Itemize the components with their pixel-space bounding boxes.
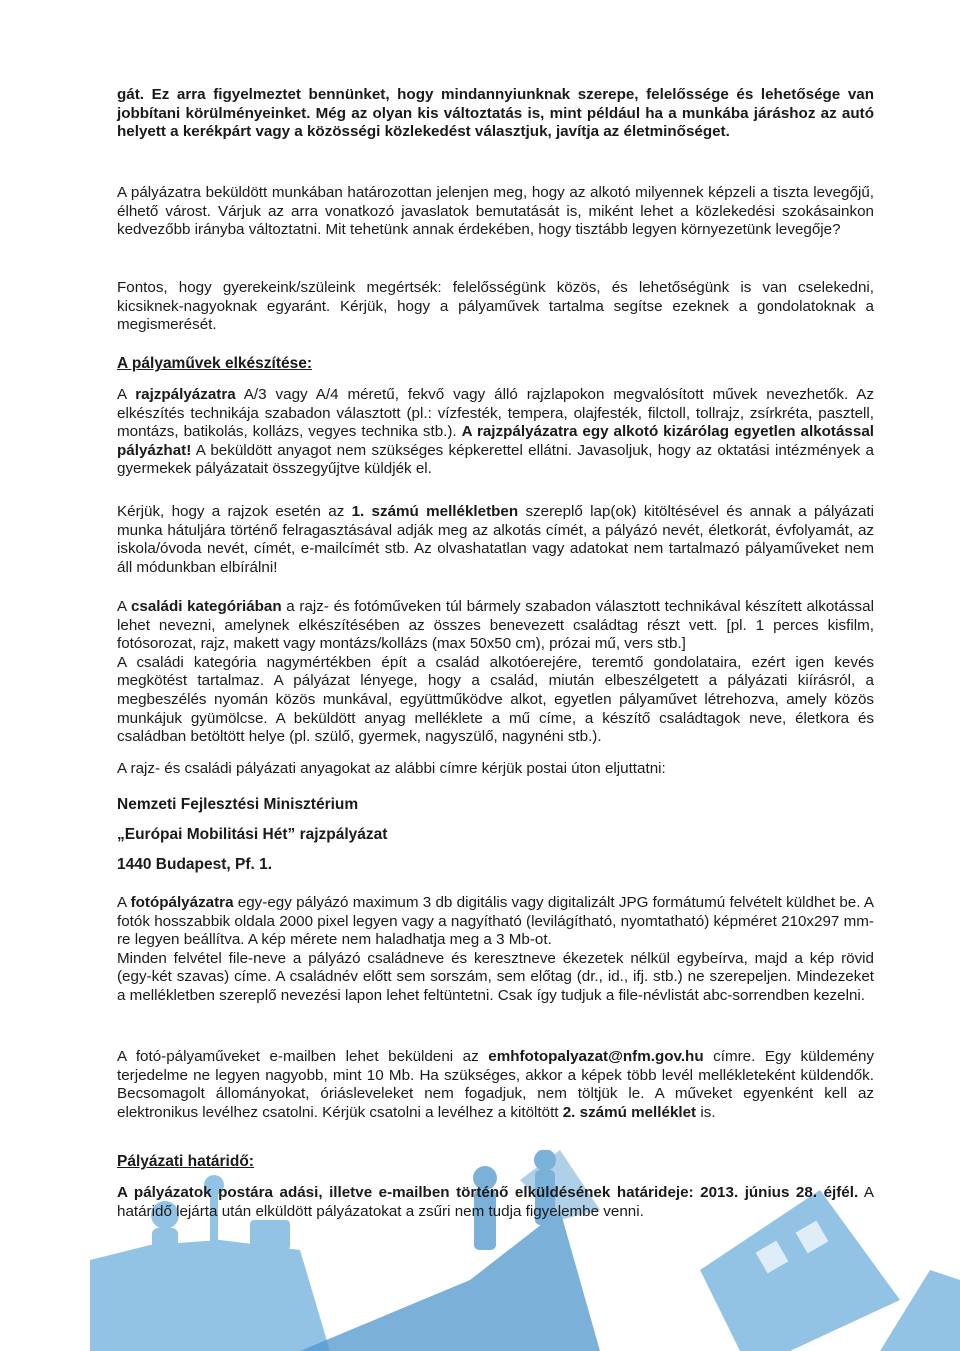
photo-paragraph-2: A fotó-pályaműveket e-mailben lehet beküldeni az emhfotopalyazat@nfm.gov.hu címre. Egy küldemény terjedelme ne legyen nagyobb, mint 10 Mb. Ha szükséges, akkor a képek több levél mellékleteként küldendők. Becsomagolt állományokat, óriásleveleket nem fogadjuk, nem töltjük le. A műveket egyenként kell az elektronikus levélhez csatolni. Kérjük csatolni a levélhez a kitöltött 2. számú melléklet is.	[117, 1048, 874, 1121]
footer-illustration	[0, 1150, 960, 1351]
family-category-paragraph: A családi kategóriában a rajz- és fotóműveken túl bármely szabadon választott technikával készített alkotással lehet nevezni, amelynek elkészítésében az összes benevezett családtag részt vett. [pl. 1 perces kisfilm, fotósorozat, rajz, makett vagy montázs/kollázs (max 50x50 cm), prózai mű, vers stb.] A családi kategória nagymértékben épít a család alkotóerejére, teremtő gondolataira, ezért igen kevés megkötést tartalmaz. A pályázat lényege, hogy a család, miután elbeszélgetett a pályázati kiírásról, a megbeszélés nyomán közös munkával, együttműködve alkot, egyetlen pályaművet létrehozva, amely közös munkájuk gyümölcse. A beküldött anyag melléklete a mű címe, a készítő családtagok neve, életkora és családban betöltött helye (pl. szülő, gyermek, nagyszülő, nagynéni stb.).	[117, 598, 874, 746]
section-heading-making: A pályaművek elkészítése:	[117, 355, 313, 372]
drawing-paragraph: A rajzpályázatra A/3 vagy A/4 méretű, fekvő vagy álló rajzlapokon megvalósított művek nevezhetők. Az elkészítés technikája szabadon választott (pl.: vízfesték, tempera, olajfesték, filctoll, tollrajz, zsírkréta, pasztell, montázs, batikolás, kollázs, vegyes technika stb.). A rajzpályázatra egy alkotó kizárólag egyetlen alkotással pályázhat! A beküldött anyagot nem szükséges képkerettel ellátni. Javasoljuk, hogy az oktatási intézmények a gyermekek pályázatait összegyűjtve küldjék el.	[117, 386, 874, 478]
figure-body-left	[152, 1228, 178, 1298]
attachment-paragraph: Kérjük, hogy a rajzok esetén az 1. számú mellékletben szereplő lap(ok) kitöltésével és annak a pályázati munka hátuljára történő felragasztásával adják meg az alkotás címét, a pályázó nevét, életkorát, évfolyamát, az iskola/óvoda nevét, címét, e-mailcímét stb. Az olvashatatlan vagy adatokat nem tartalmazó pályaműveket nem áll módunkban elbírálni!	[117, 503, 874, 576]
address-line-1: Nemzeti Fejlesztési Minisztérium	[117, 796, 359, 813]
contact-email: emhfotopalyazat@nfm.gov.hu	[488, 1048, 704, 1065]
center-slope-shape	[300, 1210, 600, 1351]
intro-paragraph-3: Fontos, hogy gyerekeink/szüleink megértsék: felelősségünk közös, és lehetőségünk is van cselekedni, kicsiknek-nagyoknak egyaránt. Kérjük, hogy a pályaművek tartalma segítse ezeknek a gondolatoknak a megismerését.	[117, 279, 874, 334]
address-line-3: 1440 Budapest, Pf. 1.	[117, 856, 273, 873]
deadline-heading: Pályázati határidő:	[117, 1153, 254, 1170]
photo-paragraph-1: A fotópályázatra egy-egy pályázó maximum 3 db digitális vagy digitalizált JPG formátumú felvételt küldhet be. A fotók hosszabbik oldala 2000 pixel legyen vagy a nagyítható (levilágítható, nyomtatható) képméret 210x297 mm-re legyen beállítva. A kép mérete nem haladhatja meg a 3 Mb-ot. Minden felvétel file-neve a pályázó családneve és keresztneve ékezetek nélkül egybeírva, majd a kép rövid (egy-két szavas) címe. A családnév előtt sem sorszám, sem előtag (dr., id., ifj. stb.) ne szerepeljen. Mindezeket a mellékletben szereplő nevezési lapon lehet feltüntetni. Csak így tudjuk a file-névlistát abc-sorrendben kezelni.	[117, 894, 874, 1004]
address-line-2: „Európai Mobilitási Hét” rajzpályázat	[117, 826, 388, 843]
intro-paragraph-1: gát. Ez arra figyelmeztet bennünket, hogy mindannyiunknak szerepe, felelőssége és lehetősége van jobbítani körülményeinket. Még az olyan kis változtatás is, mint például ha a munkába járáshoz az autó helyett a kerékpárt vagy a közösségi közlekedést választjuk, javítja az életminőséget.	[117, 86, 874, 141]
deadline-paragraph: A pályázatok postára adási, illetve e-mailben történő elküldésének határideje: 2013. június 28. éjfél. A határidő lejárta után elküldött pályázatokat a zsűri nem tudja figyelembe venni.	[117, 1184, 875, 1220]
bag-shape	[250, 1220, 290, 1250]
intro-paragraph-2: A pályázatra beküldött munkában határozottan jelenjen meg, hogy az alkotó milyennek képzeli a tiszta levegőjű, élhető várost. Várjuk az arra vonatkozó javaslatok bemutatását is, miként lehet a közlekedési szokásainkon kedvezőbb irányba változtatni. Mit tehetünk annak érdekében, hogy tisztább legyen környezetünk levegője?	[117, 184, 874, 239]
mailing-instruction: A rajz- és családi pályázati anyagokat az alábbi címre kérjük postai úton eljuttatni:	[117, 760, 666, 777]
